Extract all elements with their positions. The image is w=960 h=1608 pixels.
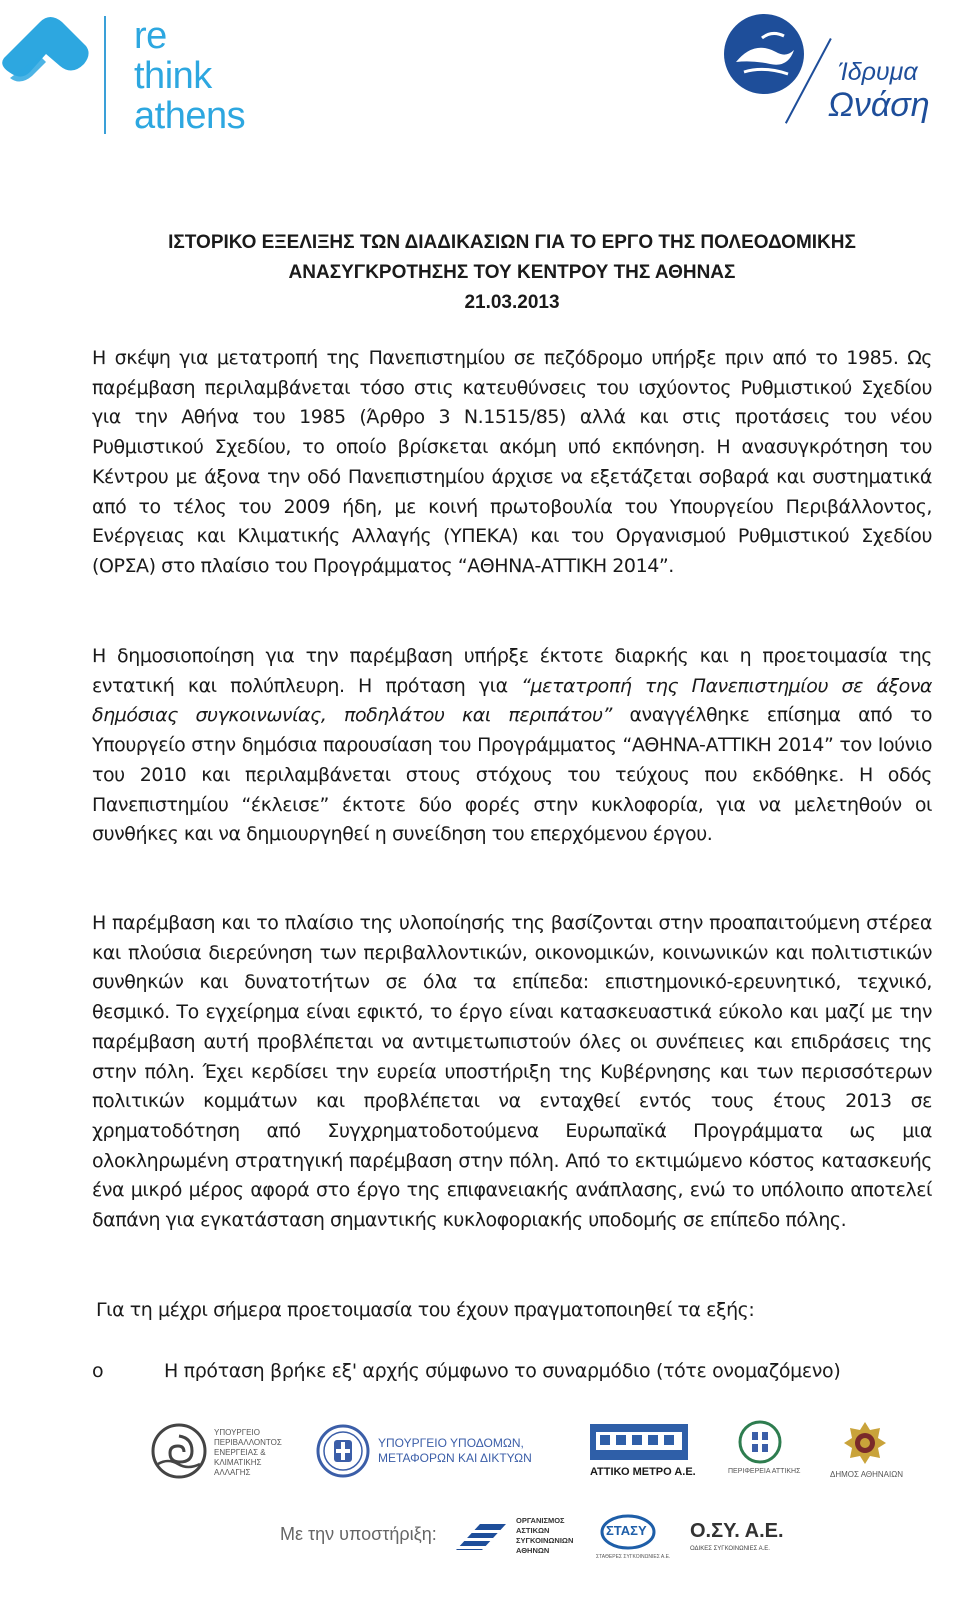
stasy-wordmark: ΣΤΑΣΥ — [606, 1523, 647, 1538]
ministry-infrastructure-logo — [316, 1424, 546, 1484]
ministry-line-2: ΜΕΤΑΦΟΡΩΝ ΚΑΙ ΔΙΚΤΥΩΝ — [378, 1451, 532, 1465]
list-bullet: o — [92, 1360, 104, 1382]
ypeka-line-3: ΕΝΕΡΓΕΙΑΣ & — [214, 1448, 266, 1457]
ministry-line-1: ΥΠΟΥΡΓΕΙΟ ΥΠΟΔΟΜΩΝ, — [378, 1436, 524, 1450]
ypeka-line-2: ΠΕΡΙΒΑΛΛΟΝΤΟΣ — [214, 1438, 282, 1447]
onassis-foundation-logo — [738, 8, 938, 138]
onassis-emblem-icon — [722, 12, 806, 96]
municipality-athens-logo — [830, 1420, 910, 1484]
logo-divider — [104, 16, 106, 134]
municipality-label: ΔΗΜΟΣ ΑΘΗΝΑΙΩΝ — [830, 1470, 903, 1479]
oasa-line-4: ΑΘΗΝΩΝ — [516, 1546, 550, 1555]
paragraph-1: Η σκέψη για μετατροπή της Πανεπιστημίου σε πεζόδρομο υπήρξε πριν από το 1985. Ως παρέμβαση περιλαμβάνεται τόσο στις κατευθύνσεις του ισχύοντος Ρυθμιστικού Σχεδίου για την Αθήνα του 1985 (Άρθρο 3 Ν.1515/85) αλλά και στις προτάσεις του νέου Ρυθμιστικού Σχεδίου, το οποίο βρίσκεται ακόμη υπό εκπόνηση. Η ανασυγκρότηση του Κέντρου με άξονα την οδό Πανεπιστημίου άρχισε να εξετάζεται σοβαρά και συστηματικά από το τέλος του 2009 ήδη, με κοινή πρωτοβουλία του Υπουργείου Περιβάλλοντος, Ενέργειας και Κλιματικής Αλλαγής (ΥΠΕΚΑ) και του Οργανισμού Ρυθμιστικού Σχεδίου (ΟΡΣΑ) στο πλαίσιο του Προγράμματος “ΑΘΗΝΑ-ΑΤΤΙΚΗ 2014”. — [92, 347, 932, 577]
oasa-line-3: ΣΥΓΚΟΙΝΩΝΙΩΝ — [516, 1536, 574, 1545]
osy-logo — [690, 1514, 790, 1570]
title-line-2: ΑΝΑΣΥΓΚΡΟΤΗΣΗΣ ΤΟΥ ΚΕΝΤΡΟΥ ΤΗΣ ΑΘΗΝΑΣ — [288, 262, 736, 283]
logo-word-think: think — [134, 55, 212, 97]
oasa-line-1: ΟΡΓΑΝΙΣΜΟΣ — [516, 1516, 565, 1525]
document-title — [92, 228, 932, 318]
paragraph-4: Για τη μέχρι σήμερα προετοιμασία του έχουν πραγματοποιηθεί τα εξής: — [96, 1299, 755, 1321]
osy-subtitle: ΟΔΙΚΕΣ ΣΥΓΚΟΙΝΩΝΙΕΣ Α.Ε. — [690, 1546, 770, 1552]
metro-train-icon — [590, 1424, 688, 1464]
stasy-logo — [596, 1512, 676, 1568]
support-label: Με την υποστήριξη: — [280, 1524, 437, 1544]
onassis-line2: Ωνάση — [828, 86, 930, 124]
region-label: ΠΕΡΙΦΕΡΕΙΑ ΑΤΤΙΚΗΣ — [728, 1468, 801, 1475]
supporters-row — [280, 1508, 800, 1568]
paragraph-2-part-b: αναγγέλθηκε επίσημα από το Υπουργείο στην δημόσια παρουσίαση του Προγράμματος “ΑΘΗΝΑ-ΑΤΤΙΚΗ 2014” τον Ιούνιο του 2010 και περιλαμβάνεται στους στόχους του τεύχους που εκδόθηκε. Η οδός Πανεπιστημίου “έκλεισε” έκτοτε δύο φορές στην κυκλοφορία, για να μελετηθούν οι συνθήκες και να δημιουργηθεί η συνείδηση του επερχόμενου έργου. — [92, 704, 933, 846]
ypeka-logo — [150, 1422, 290, 1482]
metro-label: ΑΤΤΙΚΟ ΜΕΤΡΟ Α.Ε. — [590, 1466, 696, 1478]
ypeka-line-5: ΑΛΛΑΓΗΣ — [214, 1468, 251, 1477]
partner-logos-row — [150, 1420, 910, 1490]
title-line-1: ΙΣΤΟΡΙΚΟ ΕΞΕΛΙΞΗΣ ΤΩΝ ΔΙΑΔΙΚΑΣΙΩΝ ΓΙΑ ΤΟ ΕΡΓΟ ΤΗΣ ΠΟΛΕΟΔΟΜΙΚΗΣ — [168, 232, 856, 253]
onassis-line1: Ίδρυμα — [838, 58, 918, 86]
rethink-athens-logo — [0, 8, 270, 138]
oasa-line-2: ΑΣΤΙΚΩΝ — [516, 1526, 550, 1535]
ypeka-line-4: ΚΛΙΜΑΤΙΚΗΣ — [214, 1458, 262, 1467]
oasa-stripes-icon — [450, 1518, 510, 1558]
ypeka-line-1: ΥΠΟΥΡΓΕΙΟ — [214, 1428, 260, 1437]
ypeka-spiral-icon — [150, 1422, 208, 1480]
paragraph-3: Η παρέμβαση και το πλαίσιο της υλοποίησής της βασίζονται στην προαπαιτούμενη στέρεα και πλούσια διερεύνηση των περιβαλλοντικών, οικονομικών, κοινωνικών και πολιτιστικών συνθηκών και δυνατοτήτων σε όλα τα επίπεδα: επιστημονικό-ερευνητικό, τεχνικό, θεσμικό. Το εγχείρημα είναι εφικτό, το έργο είναι κατασκευαστικά εύκολο και μαζί με την παρέμβαση αυτή προβλέπεται να αντιμετωπιστούν όλες οι συνέπειες και επιδράσεις της στην πόλη. Έχει κερδίσει την ευρεία υποστήριξη της Κυβέρνησης και των περισσότερων πολιτικών κομμάτων και προβλέπεται να ενταχθεί εντός τους έτους 2013 σε χρηματοδότηση από Συγχρηματοδοτούμενα Ευρωπαϊκά Προγράμματα ως μια ολοκληρωμένη στρατηγική παρέμβαση στην πόλη. Από το εκτιμώμενο κόστος κατασκευής ένα μικρό μέρος αφορά στο έργο της επιφανειακής ανάπλασης, ενώ το υπόλοιπο αποτελεί δαπάνη για εγκατάσταση σημαντικής κυκλοφοριακής υποδομής σε επίπεδο πόλης. — [92, 912, 932, 1232]
paragraph-2-italic-quote: “μετατροπή της Πανεπιστημίου σε άξονα δημόσιας συγκοινωνίας, ποδηλάτου και περιπάτου” — [92, 674, 932, 727]
region-attica-logo — [728, 1420, 801, 1480]
logo-word-athens: athens — [134, 95, 246, 137]
stasy-subtitle: ΣΤΑΘΕΡΕΣ ΣΥΓΚΟΙΝΩΝΙΕΣ Α.Ε. — [596, 1554, 671, 1560]
greek-coat-of-arms-icon — [316, 1424, 370, 1478]
attiko-metro-logo — [590, 1424, 696, 1484]
list-item-text: Η πρόταση βρήκε εξ' αρχής σύμφωνο το συναρμόδιο (τότε ονομαζόμενο) — [164, 1360, 841, 1382]
oasa-logo — [450, 1512, 580, 1568]
region-emblem-icon — [738, 1420, 782, 1464]
title-date: 21.03.2013 — [464, 292, 560, 313]
paragraph-2-part-a: Η δημοσιοποίηση για την παρέμβαση υπήρξε έκτοτε διαρκής και η προετοιμασία της εντατική και πολύπλευρη. Η πρόταση για — [92, 645, 932, 697]
rethink-heart-icon — [0, 14, 92, 94]
municipality-seal-icon — [842, 1420, 888, 1466]
paragraph-2 — [92, 642, 932, 850]
logo-word-re: re — [134, 15, 167, 57]
osy-wordmark: Ο.ΣΥ. Α.Ε. — [690, 1520, 784, 1542]
